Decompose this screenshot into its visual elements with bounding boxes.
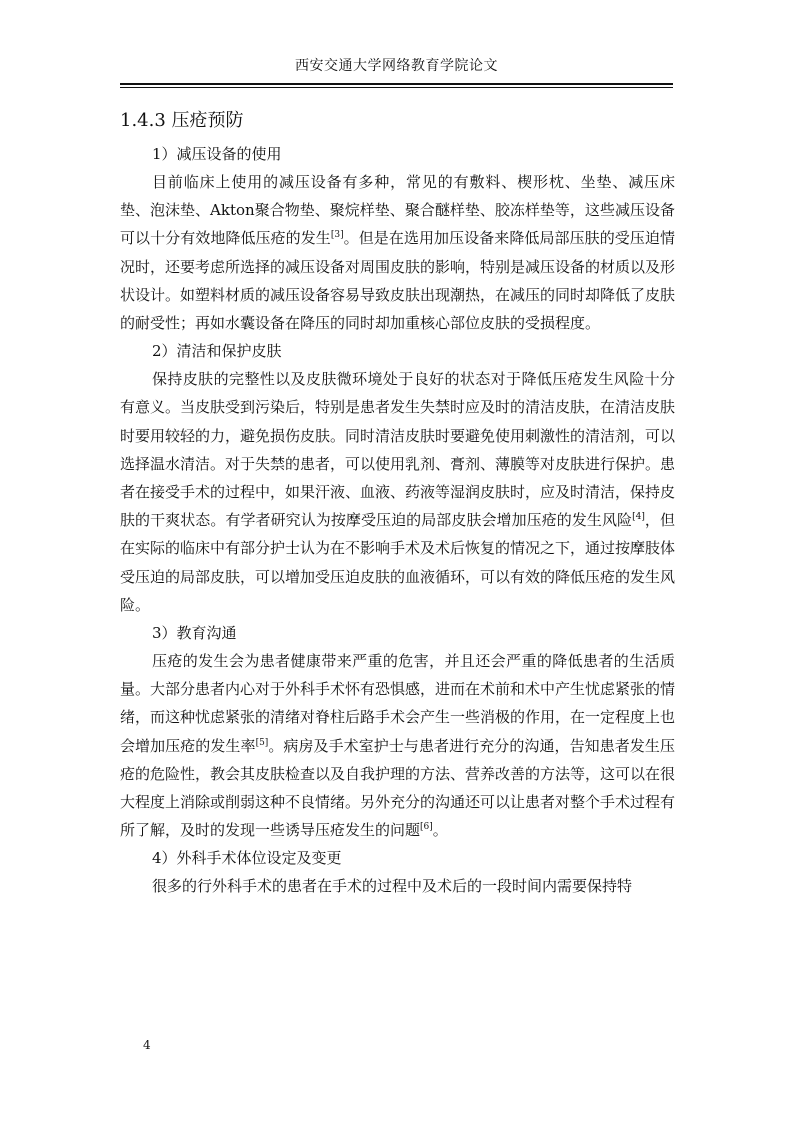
section-heading: 1.4.3 压疮预防: [120, 110, 244, 131]
citation-ref: [3]: [330, 230, 344, 241]
citation-ref: [4]: [632, 512, 645, 523]
paragraph-text: 。: [432, 821, 448, 840]
paragraph-3: [120, 647, 675, 844]
paragraph-text: 很多的行外科手术的患者在手术的过程中及术后的一段时间内需要保持特: [152, 877, 633, 896]
citation-ref: [6]: [420, 822, 433, 833]
citation-ref: [5]: [255, 737, 269, 748]
paragraph-text: 压疮的发生会为患者健康带来严重的危害，并且还会严重的降低患者的生活质量。大部分患者内心对于外科手术怀有恐惧感，进而在术前和术中产生忧虑紧张的情绪，而这种忧虑紧张的清绪对脊柱后路手术会产生一些消极的作用，在一定程度上也会增加压疮的发生率: [120, 652, 676, 755]
paragraph-text: 目前临床上使用的减压设备有多种，常见的有敷料、楔形枕、坐垫、减压床垫、泡沫垫、Akton聚合物垫、聚烷样垫、聚合醚样垫、胶冻样垫等，这些减压设备可以十分有效地降低压疮的发生: [120, 173, 675, 248]
page-body: [120, 140, 675, 901]
paragraph-4: [120, 872, 675, 900]
subsection-title-4: 4）外科手术体位设定及变更: [152, 849, 342, 868]
subsection-title-3: 3）教育沟通: [152, 624, 237, 643]
running-header: 西安交通大学网络教育学院论文: [295, 58, 498, 74]
paragraph-text: 。但是在选用加压设备来降低局部压肤的受压迫情况时，还要考虑所选择的减压设备对周围皮肤的影响，特别是减压设备的材质以及形状设计。如塑料材质的减压设备容易导致皮肤出现潮热，在减压的同时却降低了皮肤的耐受性；再如水囊设备在降压的同时却加重核心部位皮肤的受损程度。: [120, 229, 676, 333]
paragraph-text: ，但在实际的临床中有部分护士认为在不影响手术及术后恢复的情况之下，通过按摩肢体受压迫的局部皮肤，可以增加受压迫皮肤的血液循环，可以有效的降低压疮的发生风险。: [120, 511, 676, 614]
paragraph-2: [120, 365, 675, 619]
paragraph-1: [120, 168, 675, 337]
page-number: 4: [143, 1038, 151, 1052]
paragraph-text: 。病房及手术室护士与患者进行充分的沟通，告知患者发生压疮的危险性，教会其皮肤检查以及自我护理的方法、营养改善的方法等，这可以在很大程度上消除或削弱这种不良情绪。另外充分的沟通还可以让患者对整个手术过程有所了解，及时的发现一些诱导压疮发生的问题: [120, 736, 676, 840]
subsection-title-1: 1）减压设备的使用: [152, 145, 282, 163]
subsection-title-2: 2）清洁和保护皮肤: [152, 342, 282, 361]
paragraph-text: 保持皮肤的完整性以及皮肤微环境处于良好的状态对于降低压疮发生风险十分有意义。当皮肤受到污染后，特别是患者发生失禁时应及时的清洁皮肤，在清洁皮肤时要用较轻的力，避免损伤皮肤。同时清洁皮肤时要避免使用刺激性的清洁剂，可以选择温水清洁。对于失禁的患者，可以使用乳剂、膏剂、薄膜等对皮肤进行保护。患者在接受手术的过程中，如果汗液、血液、药液等湿润皮肤时，应及时清洁，保持皮肤的干爽状态。有学者研究认为按摩受压迫的局部皮肤会增加压疮的发生风险: [120, 370, 676, 530]
header-rule-thin: [120, 87, 673, 88]
header-rule-thick: [120, 83, 673, 85]
